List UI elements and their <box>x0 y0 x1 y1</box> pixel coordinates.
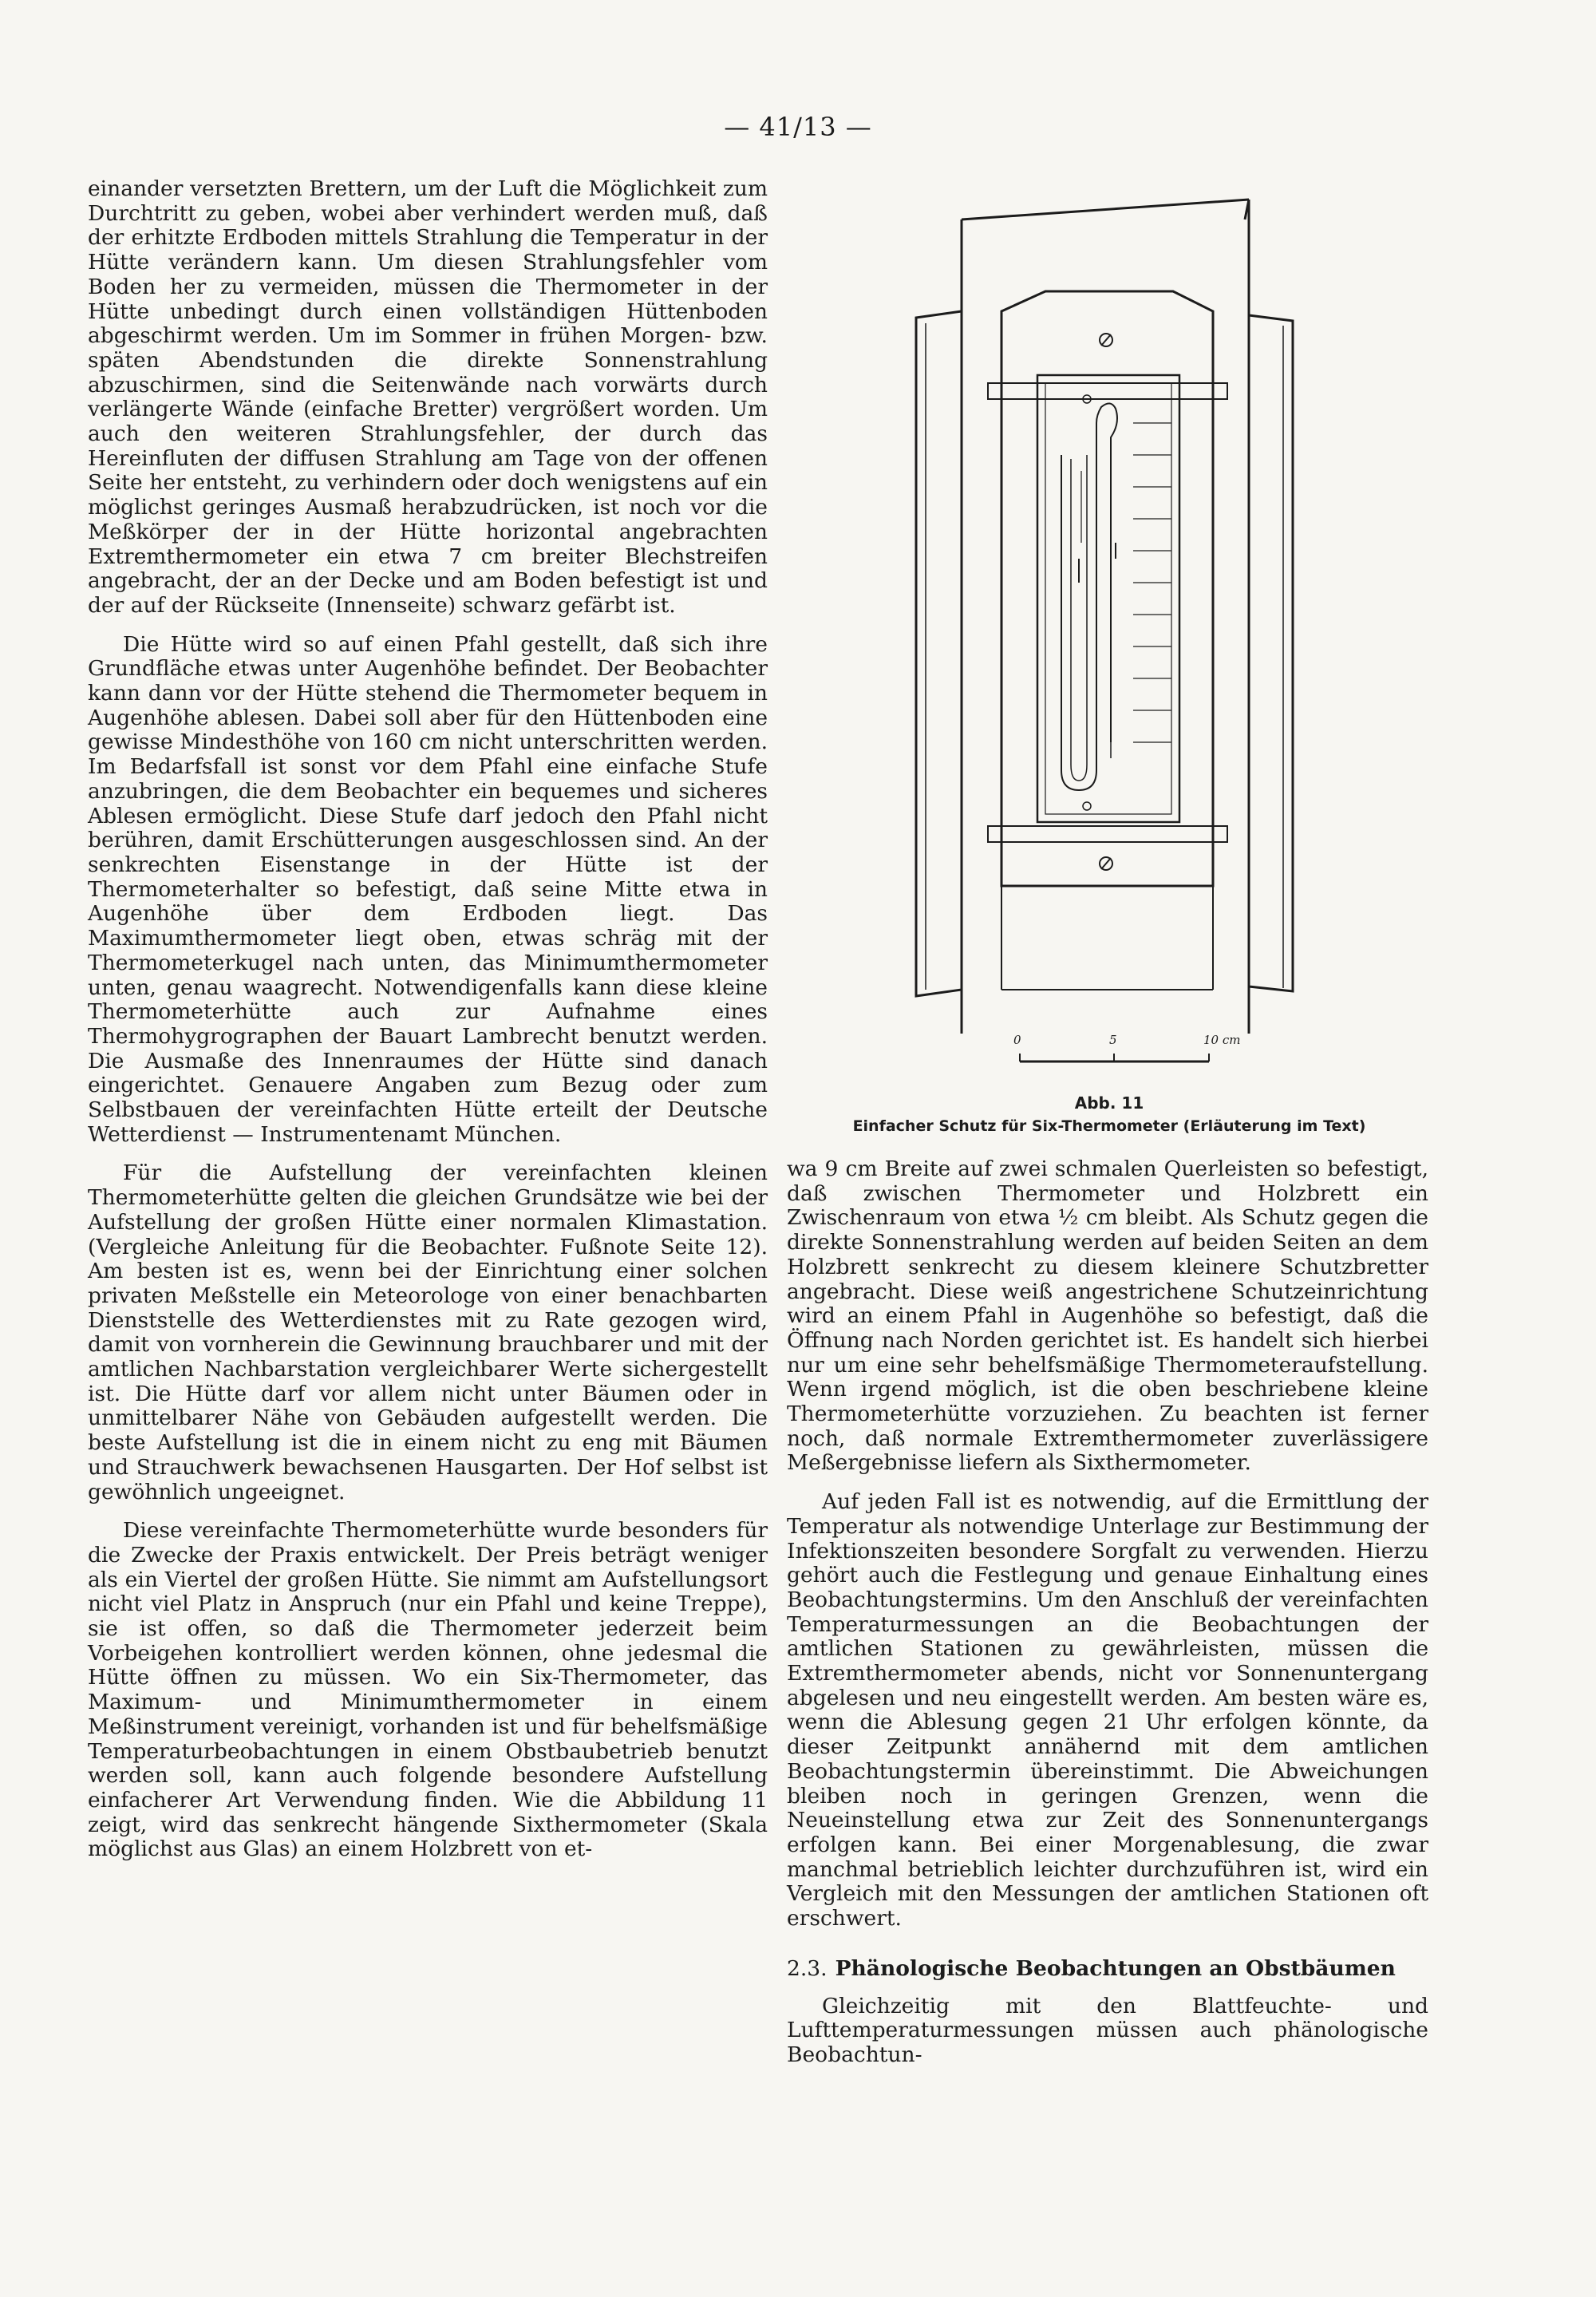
thermometer-shelter-drawing <box>798 184 1420 1093</box>
right-column <box>787 1157 1428 2082</box>
left-paragraph-2: Die Hütte wird so auf einen Pfahl gestellt, daß sich ihre Grundfläche etwas unter Augenhöhe befindet. Der Beobachter kann dann vor der Hütte stehend die Thermometer bequem in Augenhöhe ablesen. Dabei soll aber für den Hüttenboden eine gewisse Mindesthöhe von 160 cm nicht unterschritten werden. Im Bedarfsfall ist sonst vor dem Pfahl eine einfache Stufe anzubringen, die dem Beobachter ein bequemes und sicheres Ablesen ermöglicht. Diese Stufe darf jedoch den Pfahl nicht berühren, damit Erschütterungen ausgeschlossen sind. An der senkrechten Eisenstange in der Hütte ist der Thermometerhalter so befestigt, daß seine Mitte etwa in Augenhöhe über dem Erdboden liegt. Das Maximumthermometer liegt oben, etwas schräg mit der Thermometerkugel nach unten, das Minimumthermometer unten, genau waagrecht. Notwendigenfalls kann diese kleine Thermometerhütte auch zur Aufnahme eines Thermohygrographen der Bauart Lambrecht benutzt werden. Die Ausmaße des Innenraumes der Hütte sind danach eingerichtet. Genauere Angaben zum Bezug oder zum Selbstbauen der vereinfachten Hütte erteilt der Deutsche Wetterdienst — Instrumentenamt München. <box>88 631 768 1147</box>
page-number: — 41/13 — <box>724 112 872 142</box>
right-paragraph-1: wa 9 cm Breite auf zwei schmalen Querleisten so befestigt, daß zwischen Thermometer und Holzbrett ein Zwischenraum von etwa ½ cm bleibt. Als Schutz gegen die direkte Sonnenstrahlung werden auf beiden Seiten an dem Holzbrett senkrecht zu diesem kleinere Schutzbretter angebracht. Diese weiß angestrichene Schutzeinrichtung wird an einem Pfahl in Augenhöhe so befestigt, daß die Öffnung nach Norden gerichtet ist. Es handelt sich hierbei nur um eine sehr behelfsmäßige Thermometeraufstellung. Wenn irgend möglich, ist die oben beschriebene kleine Thermometerhütte vorzuziehen. Zu beachten ist ferner noch, daß normale Extremthermometer zuverlässigere Meßergebnisse liefern als Sixthermometer. <box>787 1156 1428 1476</box>
scale-label-0: 0 <box>1013 1033 1021 1047</box>
right-paragraph-2: Auf jeden Fall ist es notwendig, auf die Ermittlung der Temperatur als notwendige Unterlage zur Bestimmung der Infektionszeiten besondere Sorgfalt zu verwenden. Hierzu gehört auch die Festlegung und genaue Einhaltung eines Beobachtungstermins. Um den Anschluß der vereinfachten Temperaturmessungen an die Beobachtungen der amtlichen Stationen zu gewährleisten, müssen die Extremthermometer abends, nicht vor Sonnenuntergang abgelesen und neu eingestellt werden. Am besten wäre es, wenn die Ablesung gegen 21 Uhr erfolgen könnte, da dieser Zeitpunkt annähernd mit dem amtlichen Beobachtungstermin übereinstimmt. Die Abweichungen bleiben noch in geringen Grenzen, wenn die Neueinstellung etwa zur Zeit des Sonnenuntergangs erfolgen kann. Bei einer Morgenablesung, die zwar manchmal betrieblich leichter durchzuführen ist, wird ein Vergleich mit den Messungen der amtlichen Stationen oft erschwert. <box>787 1489 1428 1931</box>
section-title: Phänologische Beobachtungen an Obstbäumen <box>835 1955 1396 1981</box>
section-number: 2.3. <box>787 1955 828 1981</box>
left-paragraph-3: Für die Aufstellung der vereinfachten kleinen Thermometerhütte gelten die gleichen Grundsätze wie bei der Aufstellung der großen Hütte einer normalen Klimastation. (Vergleiche Anleitung für die Beobachter. Fußnote Seite 12). Am besten ist es, wenn bei der Einrichtung einer solchen privaten Meßstelle ein Meteorologe von einer benachbarten Dienststelle des Wetterdienstes mit zu Rate gezogen wird, damit von vornherein die Gewinnung brauchbarer und mit der amtlichen Nachbarstation vergleichbarer Werte sichergestellt ist. Die Hütte darf vor allem nicht unter Bäumen oder in unmittelbarer Nähe von Gebäuden aufgestellt werden. Die beste Aufstellung ist die in einem nicht zu eng mit Bäumen und Strauchwerk bewachsenen Hausgarten. Der Hof selbst ist gewöhnlich ungeeignet. <box>88 1160 768 1504</box>
figure-caption: Einfacher Schutz für Six-Thermometer (Erläuterung im Text) <box>852 1117 1366 1135</box>
scale-label-10cm: 10 cm <box>1203 1033 1241 1047</box>
figure-label: Abb. 11 <box>1074 1093 1144 1113</box>
figure-abb-11 <box>798 184 1420 1141</box>
scale-label-5: 5 <box>1109 1033 1117 1047</box>
left-paragraph-4: Diese vereinfachte Thermometerhütte wurde besonders für die Zwecke der Praxis entwickelt. Der Preis beträgt weniger als ein Viertel der großen Hütte. Sie nimmt am Aufstellungsort nicht viel Platz in Anspruch (nur ein Pfahl und keine Treppe), sie ist offen, so daß die Thermometer jederzeit beim Vorbeigehen kontrolliert werden können, ohne jedesmal die Hütte öffnen zu müssen. Wo ein Six-Thermometer, das Maximum- und Minimumthermometer in einem Meßinstrument vereinigt, vorhanden ist und für behelfsmäßige Temperaturbeobachtungen in einem Obstbaubetrieb benutzt werden soll, kann auch folgende besondere Aufstellung einfacherer Art Verwendung finden. Wie die Abbildung 11 zeigt, wird das senkrecht hängende Sixthermometer (Skala möglichst aus Glas) an einem Holzbrett von et- <box>88 1518 768 1862</box>
left-paragraph-1: einander versetzten Brettern, um der Luft die Möglichkeit zum Durchtritt zu geben, wobei aber verhindert werden muß, daß der erhitzte Erdboden mittels Strahlung die Temperatur in der Hütte verändern kann. Um diesen Strahlungsfehler vom Boden her zu vermeiden, müssen die Thermometer in der Hütte unbedingt durch einen vollständigen Hüttenboden abgeschirmt werden. Um im Sommer in frühen Morgen- bzw. späten Abendstunden die direkte Sonnenstrahlung abzuschirmen, sind die Seitenwände nach vorwärts durch verlängerte Wände (einfache Bretter) vergrößert worden. Um auch den weiteren Strahlungsfehler, der durch das Hereinfluten der diffusen Strahlung am Tage von der offenen Seite her entsteht, zu verhindern oder doch wenigstens auf ein möglichst geringes Ausmaß herabzudrücken, ist noch vor die Meßkörper der in der Hütte horizontal angebrachten Extremthermometer ein etwa 7 cm breiter Blechstreifen angebracht, der an der Decke und am Boden befestigt ist und der auf der Rückseite (Innenseite) schwarz gefärbt ist. <box>88 176 768 618</box>
section-paragraph: Gleichzeitig mit den Blattfeuchte- und Lufttemperaturmessungen müssen auch phänologische Beobachtun- <box>787 1993 1428 2067</box>
left-column <box>88 177 768 1876</box>
section-heading <box>787 1957 1428 1982</box>
